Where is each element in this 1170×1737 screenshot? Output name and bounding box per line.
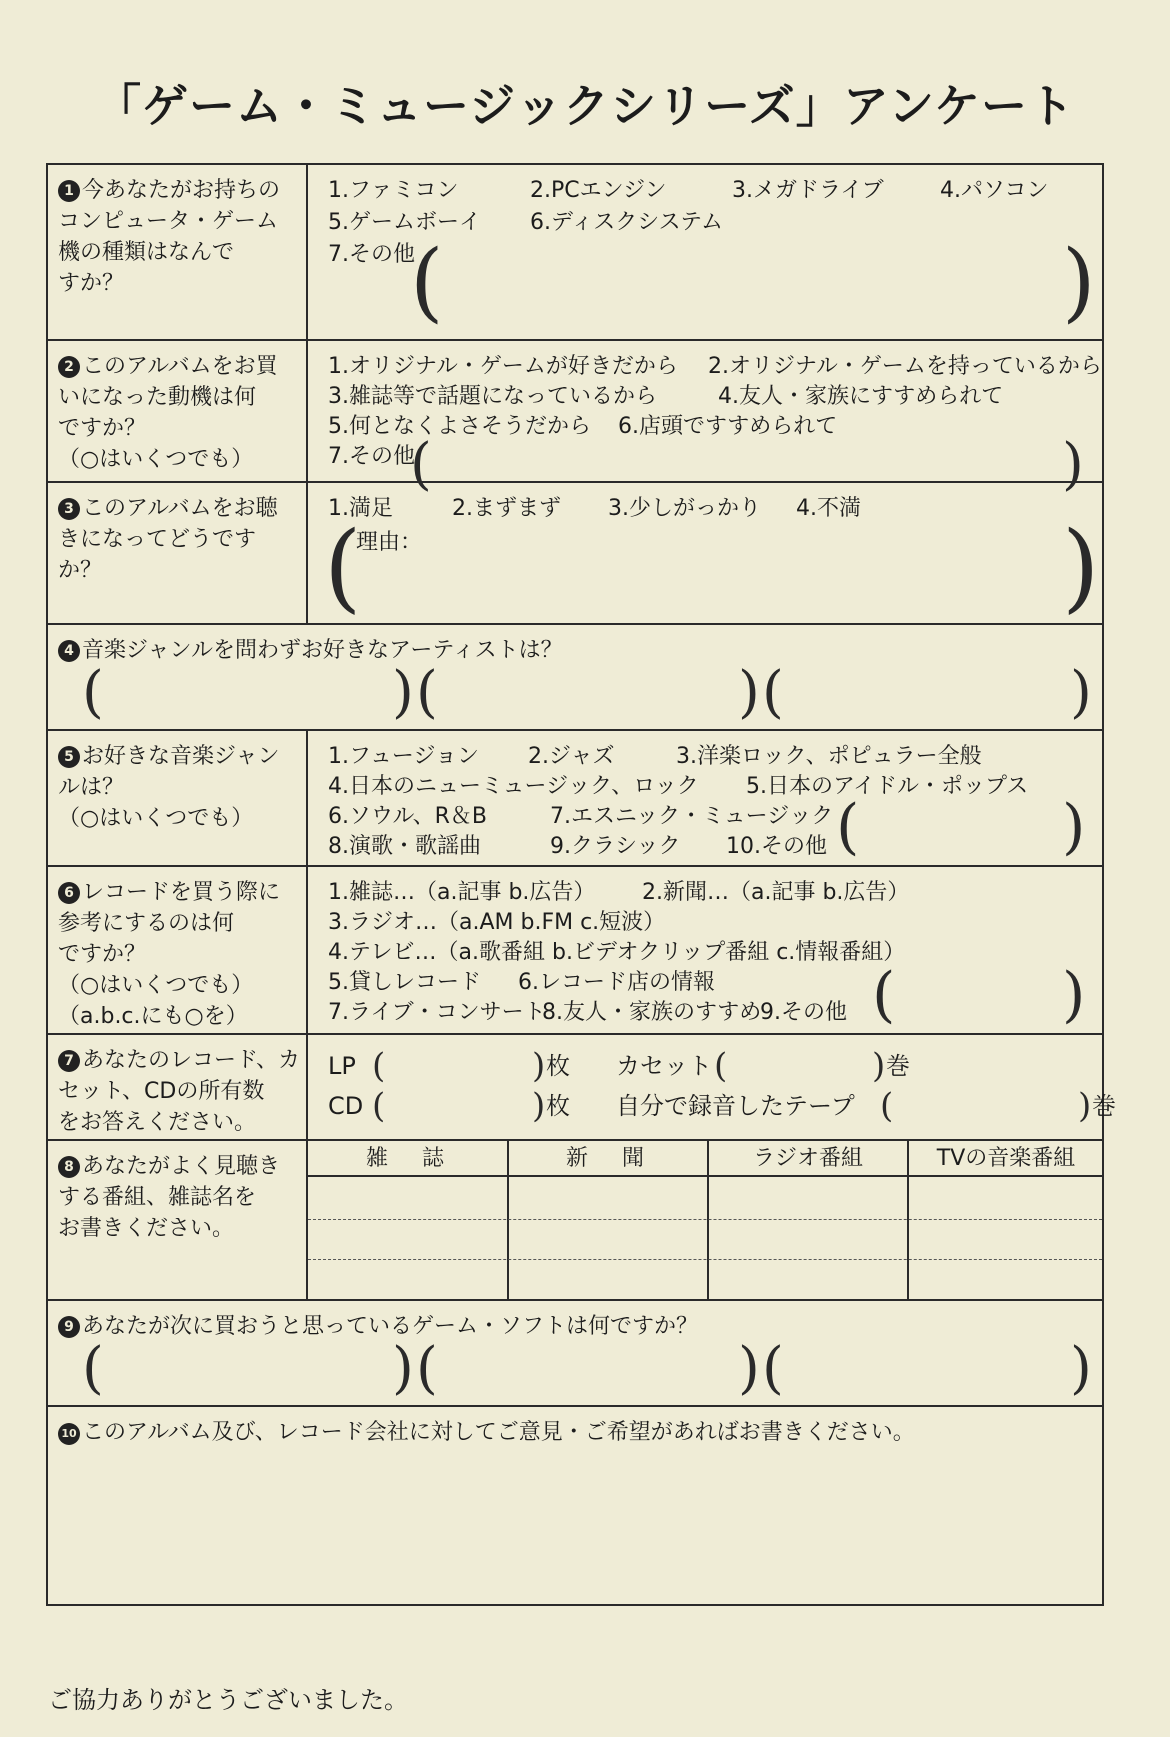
question-9-label: 9 あなたが次に買おうと思っているゲーム・ソフトは何ですか？ [58, 1311, 698, 1342]
open-paren: ( [82, 660, 104, 725]
close-paren: ) [738, 1336, 760, 1401]
question-number: 10 [58, 1423, 80, 1445]
lp-unit: 枚 [546, 1052, 570, 1080]
question-number: 4 [58, 640, 80, 662]
question-8-label: 8 あなたがよく見聴き する番組、雑誌名を お書きください。 [48, 1141, 308, 1299]
question-number: 8 [58, 1156, 80, 1178]
open-paren: ( [416, 1336, 438, 1401]
question-1 [48, 165, 1102, 341]
column-header-newspaper: 新 聞 [508, 1141, 708, 1177]
question-5-label: 5 お好きな音楽ジャン ルは？ （○はいくつでも） [48, 731, 308, 865]
option[interactable]: 8.演歌・歌謡曲 [328, 834, 481, 859]
option[interactable]: 2.新聞…（a.記事 b.広告） [642, 880, 910, 905]
question-7 [48, 1035, 1116, 1141]
column-header-radio: ラジオ番組 [708, 1141, 908, 1177]
column-divider [507, 1141, 509, 1299]
option[interactable]: 7.エスニック・ミュージック [550, 804, 834, 829]
open-paren: ( [416, 660, 438, 725]
question-8 [48, 1141, 1102, 1301]
close-paren: ) [872, 1046, 886, 1086]
close-paren: ) [1062, 232, 1096, 332]
question-9 [48, 1301, 1102, 1407]
open-paren: ( [762, 660, 784, 725]
option[interactable]: 6.レコード店の情報 [518, 970, 715, 995]
open-paren: ( [836, 792, 860, 862]
option[interactable]: 7.ライブ・コンサート [328, 1000, 546, 1025]
entry-line[interactable] [308, 1259, 1102, 1260]
close-paren: ) [1062, 960, 1086, 1030]
option[interactable]: 4.友人・家族にすすめられて [718, 384, 1004, 409]
question-1-label: 1 今あなたがお持ちの コンピュータ・ゲーム 機の種類はなんで すか？ [48, 165, 308, 339]
question-7-label: 7 あなたのレコード、カ セット、CDの所有数 をお答えください。 [48, 1035, 308, 1139]
close-paren: ) [738, 660, 760, 725]
option-other[interactable]: 9.その他 [760, 1000, 847, 1025]
close-paren: ) [1062, 432, 1084, 497]
tape-label: 自分で録音したテープ [616, 1092, 855, 1120]
open-paren: ( [762, 1336, 784, 1401]
survey-title: 「ゲーム・ミュージックシリーズ」アンケート [94, 79, 1076, 133]
question-6 [48, 867, 1102, 1035]
option[interactable]: 1.雑誌…（a.記事 b.広告） [328, 880, 596, 905]
question-2 [48, 341, 1102, 497]
close-paren: ) [1078, 1086, 1092, 1126]
close-paren: ) [532, 1046, 546, 1086]
close-paren: ) [1062, 792, 1086, 862]
open-paren: ( [372, 1086, 386, 1126]
option[interactable]: 4.パソコン [940, 178, 1049, 203]
close-paren: ) [1070, 660, 1092, 725]
tape-unit: 巻 [1092, 1092, 1116, 1120]
question-number: 3 [58, 498, 80, 520]
close-paren: ) [532, 1086, 546, 1126]
lp-label: LP [328, 1052, 356, 1080]
option[interactable]: 5.貸しレコード [328, 970, 481, 995]
open-paren: ( [880, 1086, 894, 1126]
question-10[interactable] [48, 1407, 1102, 1604]
close-paren: ) [392, 660, 414, 725]
option[interactable]: 4.日本のニューミュージック、ロック [328, 774, 699, 799]
question-number: 9 [58, 1316, 80, 1338]
open-paren: ( [410, 232, 444, 332]
reason-label: 理由： [356, 530, 423, 555]
column-divider [707, 1141, 709, 1299]
option[interactable]: 4.不満 [796, 496, 861, 521]
option[interactable]: 3.メガドライブ [732, 178, 884, 203]
question-number: 1 [58, 180, 80, 202]
media-table [308, 1141, 1102, 1299]
option[interactable]: 3.雑誌等で話題になっているから [328, 384, 657, 409]
open-paren: ( [714, 1046, 728, 1086]
question-number: 6 [58, 882, 80, 904]
open-paren: ( [372, 1046, 386, 1086]
option[interactable]: 8.友人・家族のすすめ [542, 1000, 762, 1025]
option[interactable]: 6.店頭ですすめられて [618, 414, 838, 439]
thank-you-note: ご協力ありがとうございました。 [48, 1686, 408, 1714]
question-6-label: 6 レコードを買う際に 参考にするのは何 ですか？ （○はいくつでも） （a.b.c.にも○を） [48, 867, 308, 1033]
cassette-label: カセット [616, 1052, 712, 1080]
option[interactable]: 2.オリジナル・ゲームを持っているから [708, 354, 1102, 379]
option-other[interactable]: 7.その他 [328, 242, 415, 267]
open-paren: ( [324, 511, 362, 623]
option[interactable]: 2.PCエンジン [530, 178, 667, 203]
cd-label: CD [328, 1092, 364, 1120]
question-number: 7 [58, 1050, 80, 1072]
open-paren: ( [82, 1336, 104, 1401]
question-10-label: 10 このアルバム及び、レコード会社に対してご意見・ご希望があればお書きください。 [58, 1417, 915, 1448]
question-5 [48, 731, 1102, 867]
question-4 [48, 625, 1102, 731]
option[interactable]: 3.ラジオ…（a.AM b.FM c.短波） [328, 910, 666, 935]
question-4-label: 4 音楽ジャンルを問わずお好きなアーティストは？ [58, 635, 563, 666]
option[interactable]: 2.まずまず [452, 496, 561, 521]
option[interactable]: 4.テレビ…（a.歌番組 b.ビデオクリップ番組 c.情報番組） [328, 940, 906, 965]
question-number: 2 [58, 356, 80, 378]
question-number: 5 [58, 746, 80, 768]
column-divider [907, 1141, 909, 1299]
cd-unit: 枚 [546, 1092, 570, 1120]
option-other[interactable]: 10.その他 [726, 834, 827, 859]
question-3 [48, 483, 1102, 625]
column-header-magazine: 雑 誌 [308, 1141, 508, 1177]
cassette-unit: 巻 [886, 1052, 910, 1080]
option[interactable]: 5.何となくよさそうだから [328, 414, 591, 439]
open-paren: ( [410, 432, 432, 497]
option[interactable]: 1.オリジナル・ゲームが好きだから [328, 354, 678, 379]
close-paren: ) [1070, 1336, 1092, 1401]
column-header-tv: TVの音楽番組 [908, 1141, 1104, 1177]
option[interactable]: 1.フュージョン [328, 744, 480, 769]
open-paren: ( [872, 960, 896, 1030]
option[interactable]: 6.ソウル、R＆B [328, 804, 487, 829]
question-2-label: 2 このアルバムをお買 いになった動機は何 ですか？ （○はいくつでも） [48, 341, 308, 481]
option[interactable]: 6.ディスクシステム [530, 210, 724, 235]
option[interactable]: 5.ゲームボーイ [328, 210, 481, 235]
survey-form [46, 163, 1116, 1606]
option[interactable]: 2.ジャズ [528, 744, 615, 769]
option[interactable]: 9.クラシック [550, 834, 681, 859]
close-paren: ) [1062, 511, 1100, 623]
option[interactable]: 1.満足 [328, 496, 393, 521]
option-other[interactable]: 7.その他 [328, 444, 415, 469]
option[interactable]: 3.洋楽ロック、ポピュラー全般 [676, 744, 982, 769]
option[interactable]: 1.ファミコン [328, 178, 459, 203]
option[interactable]: 5.日本のアイドル・ポップス [746, 774, 1029, 799]
question-3-label: 3 このアルバムをお聴 きになってどうです か？ [48, 483, 308, 623]
entry-line[interactable] [308, 1219, 1102, 1220]
close-paren: ) [392, 1336, 414, 1401]
option[interactable]: 3.少しがっかり [608, 496, 761, 521]
